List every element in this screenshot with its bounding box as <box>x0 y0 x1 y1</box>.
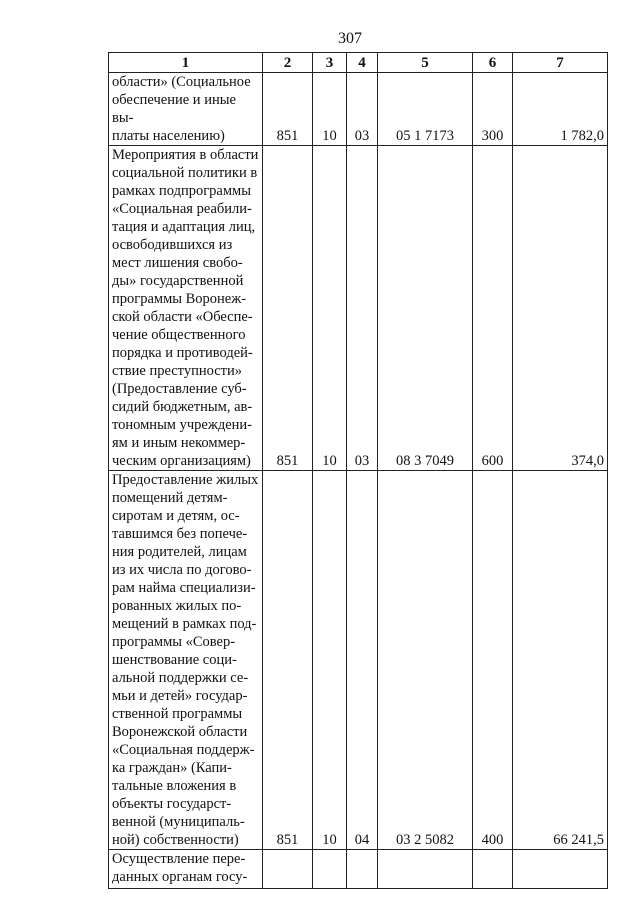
row-section-code <box>313 850 347 889</box>
header-col-5: 5 <box>378 53 473 73</box>
row-section-code: 10 <box>313 73 347 146</box>
row-description: Мероприятия в области социальной политики в рамках подпрограммы «Социальная реабили- тация и адаптация лиц, освободившихся из мест лишения свобо- ды» государственной программы Воронеж- ской области «Обеспе- чение общественного порядка и противодей- ствие преступности» (Предоставление суб- сидий бюджетным, ав- тономным учреждени- ям и иным некоммер- ческим организациям) <box>109 146 263 471</box>
page-number: 307 <box>338 30 362 47</box>
row-subsection-code: 03 <box>347 146 378 471</box>
row-expense-type: 600 <box>473 146 513 471</box>
row-expense-type <box>473 850 513 889</box>
row-expense-type: 400 <box>473 471 513 850</box>
header-col-1: 1 <box>109 53 263 73</box>
row-expense-type: 300 <box>473 73 513 146</box>
row-subsection-code <box>347 850 378 889</box>
row-subsection-code: 03 <box>347 73 378 146</box>
row-description: области» (Социальное обеспечение и иные вы- платы населению) <box>109 73 263 146</box>
table-header-row <box>109 53 608 73</box>
header-col-6: 6 <box>473 53 513 73</box>
row-target-code: 08 3 7049 <box>378 146 473 471</box>
row-subsection-code: 04 <box>347 471 378 850</box>
row-amount: 1 782,0 <box>513 73 608 146</box>
row-description: Осуществление пере- данных органам госу- <box>109 850 263 889</box>
header-col-7: 7 <box>513 53 608 73</box>
row-section-code: 10 <box>313 471 347 850</box>
row-description: Предоставление жилых помещений детям- сиротам и детям, ос- тавшимся без попече- ния родителей, лицам из их числа по догово- рам найма специализи- рованных жилых по- мещений в рамках под- программы «Совер- шенствование соци- альной поддержки се- мьи и детей» государ- ственной программы Воронежской области «Социальная поддерж- ка граждан» (Капи- тальные вложения в объекты государст- венной (муниципаль- ной) собственности) <box>109 471 263 850</box>
row-target-code: 05 1 7173 <box>378 73 473 146</box>
header-col-2: 2 <box>263 53 313 73</box>
row-ministry-code: 851 <box>263 73 313 146</box>
row-target-code <box>378 850 473 889</box>
row-amount <box>513 850 608 889</box>
budget-table <box>108 52 608 889</box>
table-row <box>109 850 608 889</box>
row-ministry-code: 851 <box>263 471 313 850</box>
row-ministry-code: 851 <box>263 146 313 471</box>
row-section-code: 10 <box>313 146 347 471</box>
row-amount: 374,0 <box>513 146 608 471</box>
row-ministry-code <box>263 850 313 889</box>
table-row <box>109 471 608 850</box>
header-col-4: 4 <box>347 53 378 73</box>
row-target-code: 03 2 5082 <box>378 471 473 850</box>
header-col-3: 3 <box>313 53 347 73</box>
table-row <box>109 146 608 471</box>
table-row <box>109 73 608 146</box>
row-amount: 66 241,5 <box>513 471 608 850</box>
